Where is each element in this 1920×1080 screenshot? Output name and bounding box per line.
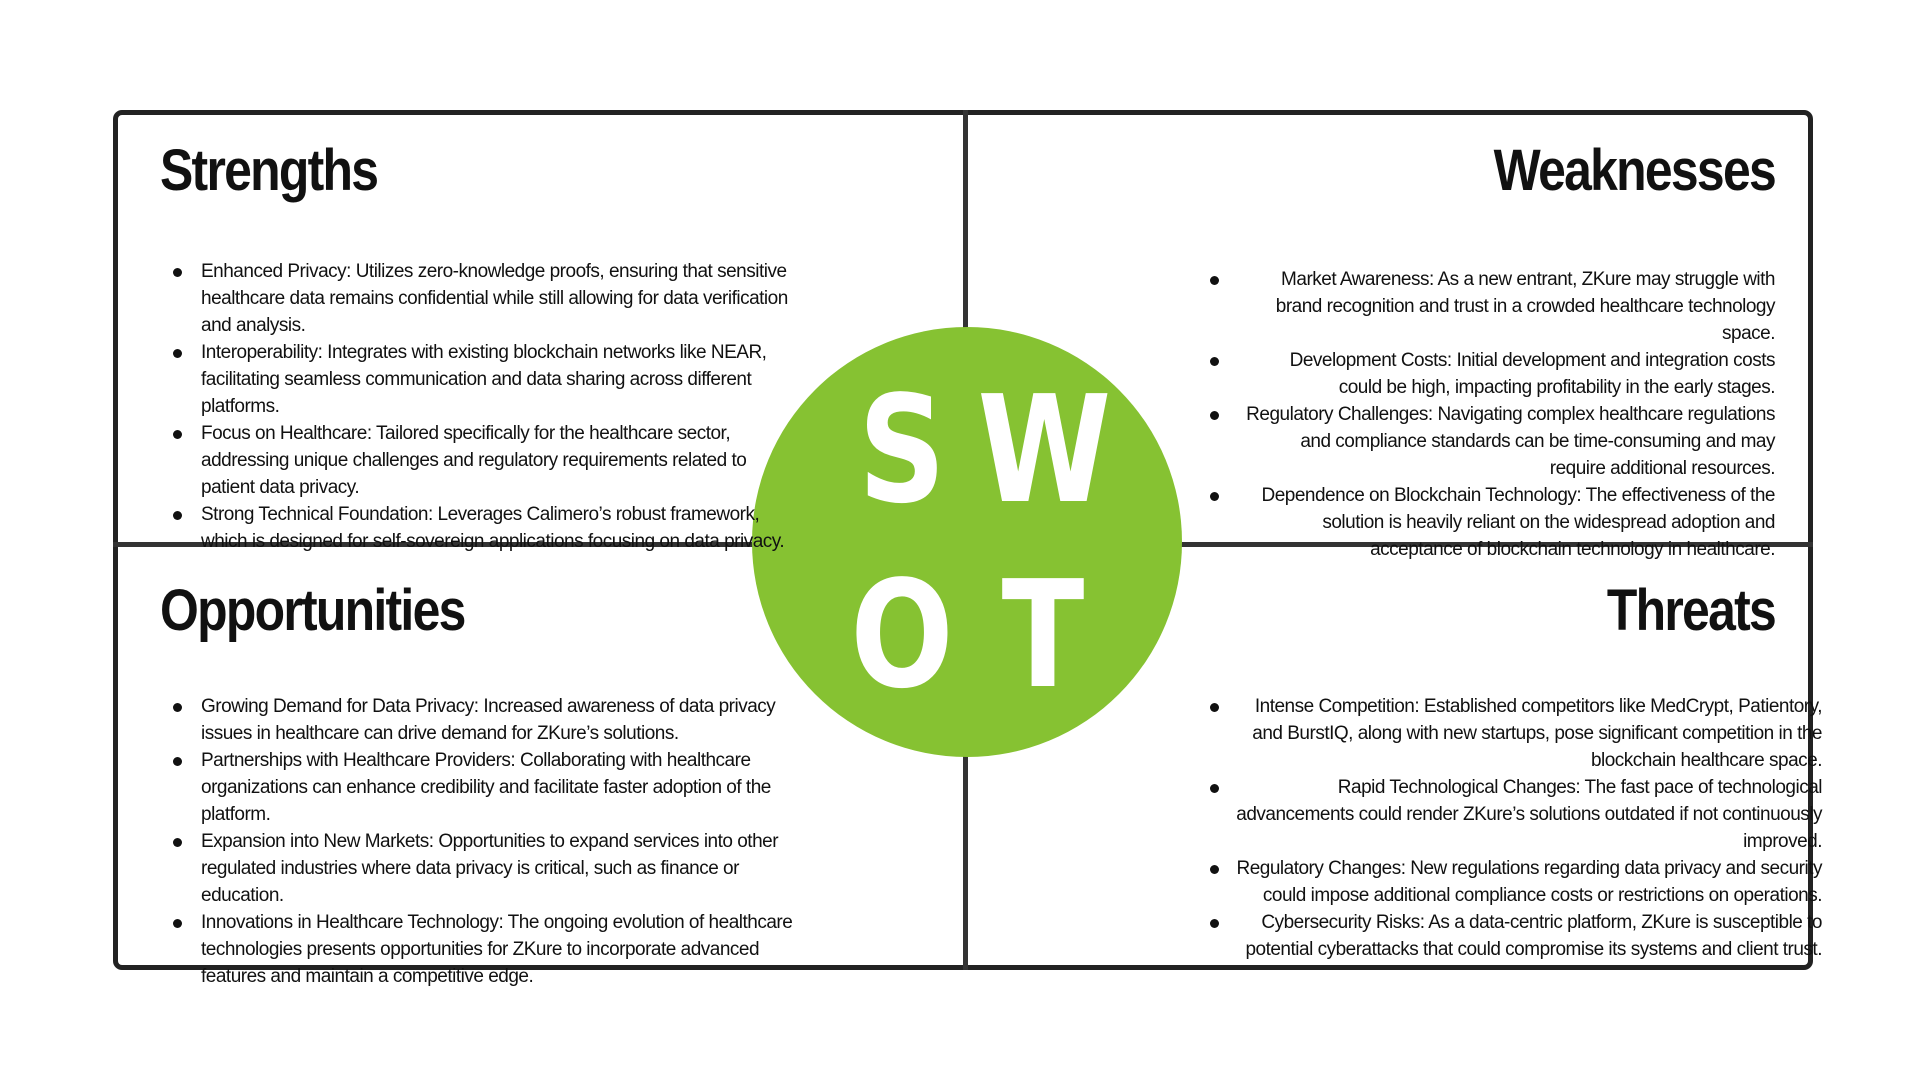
threats-item: Rapid Technological Changes: The fast pace of technological advancements could render ZKure’s solutions outdated if not continuously improved.	[1210, 774, 1822, 855]
opportunities-item: Expansion into New Markets: Opportunities to expand services into other regulated industries where data privacy is critical, such as finance or education.	[160, 828, 800, 909]
strengths-list	[160, 258, 800, 555]
threats-title: Threats	[1606, 578, 1775, 643]
bullet-icon	[173, 430, 182, 439]
bullet-icon	[1210, 919, 1219, 928]
bullet-icon	[173, 703, 182, 712]
opportunities-quadrant	[160, 578, 800, 990]
bullet-icon	[173, 349, 182, 358]
bullet-icon	[1210, 784, 1219, 793]
bullet-icon	[1210, 492, 1219, 501]
bullet-icon	[1210, 276, 1219, 285]
weaknesses-list	[1210, 266, 1775, 563]
swot-letter-t: T	[1001, 549, 1085, 721]
opportunities-item: Growing Demand for Data Privacy: Increased awareness of data privacy issues in healthcare can drive demand for ZKure’s solutions.	[160, 693, 800, 747]
strengths-item: Interoperability: Integrates with existing blockchain networks like NEAR, facilitating seamless communication and data sharing across different platforms.	[160, 339, 800, 420]
swot-letter-s: S	[858, 364, 946, 536]
threats-quadrant	[1210, 578, 1822, 963]
opportunities-list	[160, 693, 800, 990]
opportunities-item: Partnerships with Healthcare Providers: Collaborating with healthcare organizations can enhance credibility and facilitate faster adoption of the platform.	[160, 747, 800, 828]
strengths-item: Strong Technical Foundation: Leverages Calimero’s robust framework, which is designed for self-sovereign applications focusing on data privacy.	[160, 501, 800, 555]
threats-item: Intense Competition: Established competitors like MedCrypt, Patientory, and BurstIQ, along with new startups, pose significant competition in the blockchain healthcare space.	[1210, 693, 1822, 774]
bullet-icon	[1210, 357, 1219, 366]
strengths-item: Focus on Healthcare: Tailored specifically for the healthcare sector, addressing unique challenges and regulatory requirements related to patient data privacy.	[160, 420, 800, 501]
strengths-quadrant	[160, 138, 800, 555]
bullet-icon	[173, 919, 182, 928]
swot-letter-w: W	[977, 364, 1112, 536]
swot-letter-o: O	[850, 549, 954, 721]
strengths-item: Enhanced Privacy: Utilizes zero-knowledge proofs, ensuring that sensitive healthcare data remains confidential while still allowing for data verification and analysis.	[160, 258, 800, 339]
weaknesses-title: Weaknesses	[1493, 138, 1775, 203]
weaknesses-item: Development Costs: Initial development and integration costs could be high, impacting profitability in the early stages.	[1210, 347, 1775, 401]
bullet-icon	[173, 511, 182, 520]
bullet-icon	[173, 838, 182, 847]
weaknesses-item: Dependence on Blockchain Technology: The effectiveness of the solution is heavily reliant on the widespread adoption and acceptance of blockchain technology in healthcare.	[1210, 482, 1775, 563]
bullet-icon	[1210, 411, 1219, 420]
threats-list	[1210, 693, 1822, 963]
threats-item: Regulatory Changes: New regulations regarding data privacy and security could impose additional compliance costs or restrictions on operations.	[1210, 855, 1822, 909]
threats-item: Cybersecurity Risks: As a data-centric platform, ZKure is susceptible to potential cyberattacks that could compromise its systems and client trust.	[1210, 909, 1822, 963]
strengths-title: Strengths	[160, 138, 378, 203]
weaknesses-item: Regulatory Challenges: Navigating complex healthcare regulations and compliance standards can be time-consuming and may require additional resources.	[1210, 401, 1775, 482]
weaknesses-item: Market Awareness: As a new entrant, ZKure may struggle with brand recognition and trust in a crowded healthcare technology space.	[1210, 266, 1775, 347]
weaknesses-quadrant	[1210, 138, 1775, 563]
bullet-icon	[1210, 703, 1219, 712]
opportunities-item: Innovations in Healthcare Technology: The ongoing evolution of healthcare technologies presents opportunities for ZKure to incorporate advanced features and maintain a competitive edge.	[160, 909, 800, 990]
opportunities-title: Opportunities	[160, 578, 465, 643]
bullet-icon	[173, 268, 182, 277]
bullet-icon	[173, 757, 182, 766]
bullet-icon	[1210, 865, 1219, 874]
